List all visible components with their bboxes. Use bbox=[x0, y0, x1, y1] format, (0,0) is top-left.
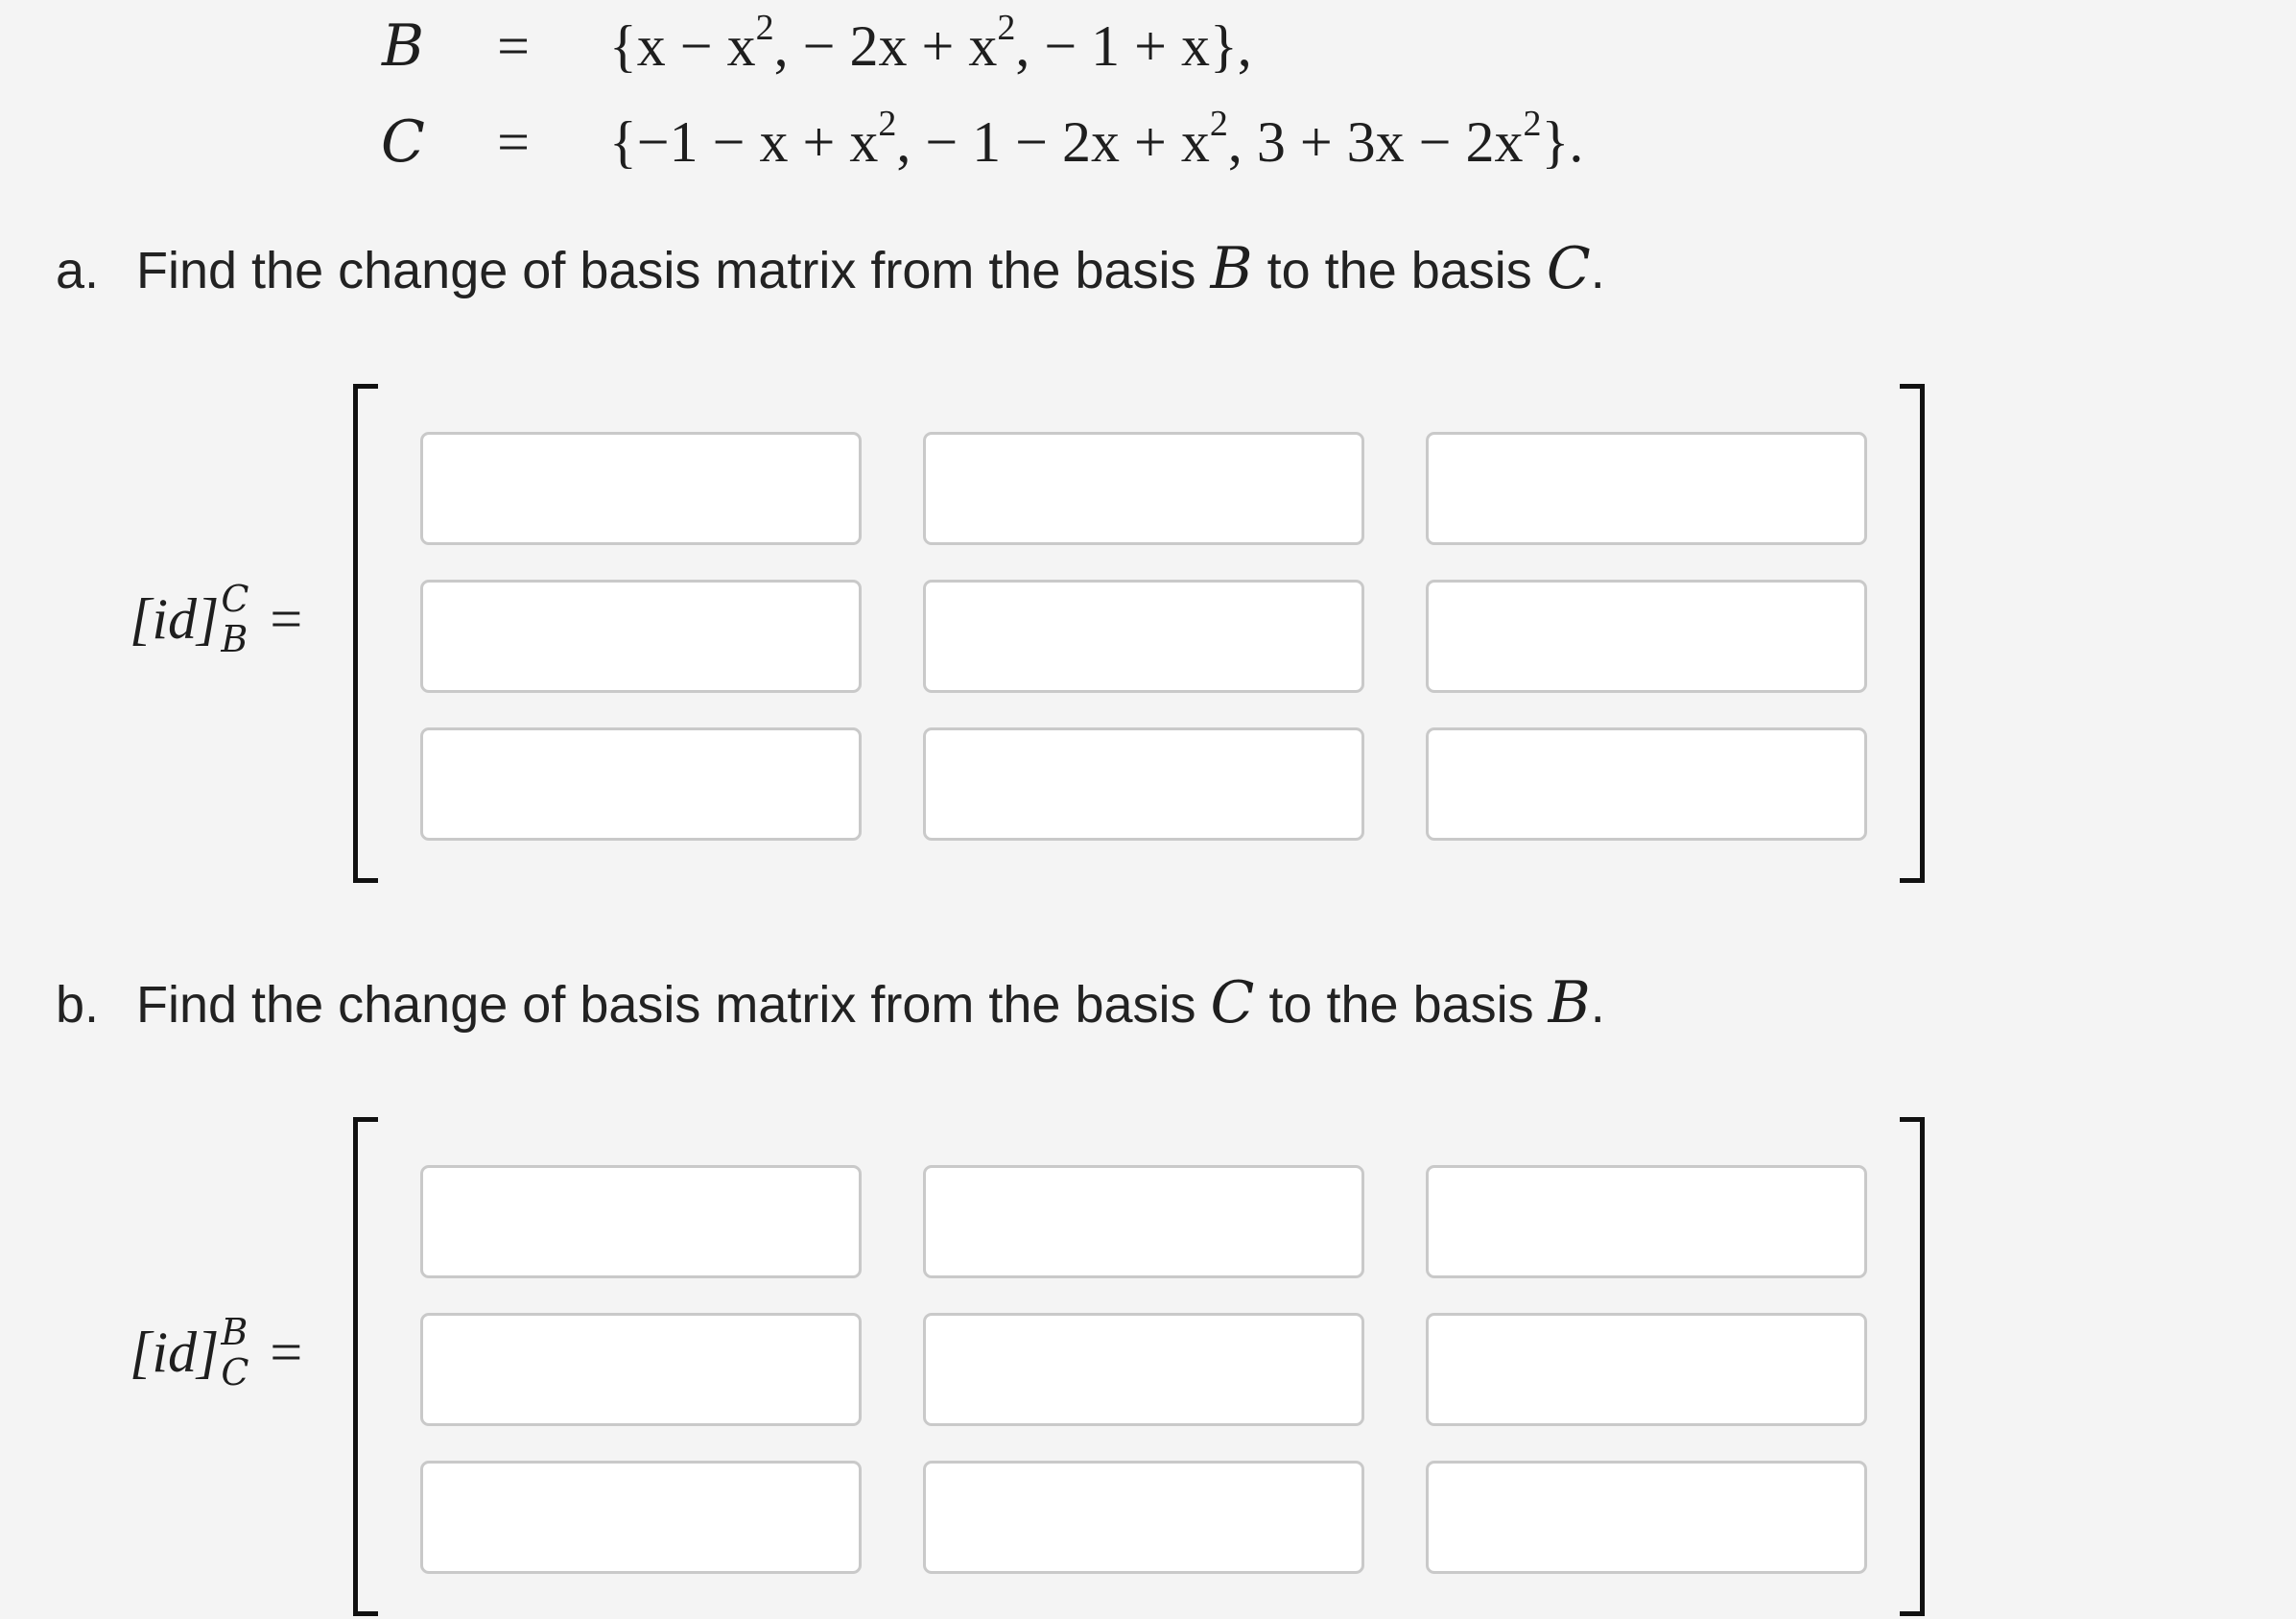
matrix-a-cell-r3-c1[interactable] bbox=[420, 727, 862, 841]
basis-b-equals: = bbox=[497, 14, 530, 78]
matrix-b-cell-r2-c2[interactable] bbox=[923, 1313, 1364, 1426]
question-b-label: b. bbox=[56, 976, 100, 1034]
basis-c-set bbox=[609, 104, 1583, 180]
basis-c-term: {−1 − x + x bbox=[609, 110, 879, 174]
question-a-label: a. bbox=[56, 242, 100, 299]
matrix-a-superscript: C bbox=[221, 578, 249, 620]
question-b-text-middle: to the basis bbox=[1254, 976, 1549, 1034]
basis-b-set bbox=[609, 8, 1252, 84]
basis-c-exponent: 2 bbox=[1523, 104, 1542, 144]
question-a-text-middle: to the basis bbox=[1252, 242, 1547, 299]
matrix-b-cell-r1-c3[interactable] bbox=[1426, 1165, 1867, 1278]
matrix-a-left-bracket bbox=[353, 384, 378, 883]
question-b-period: . bbox=[1590, 976, 1605, 1034]
matrix-b-superscript: B bbox=[221, 1311, 249, 1353]
matrix-a-cell-r3-c3[interactable] bbox=[1426, 727, 1867, 841]
question-a-text: Find the change of basis matrix from the basis bbox=[136, 242, 1211, 299]
basis-c-exponent: 2 bbox=[1209, 104, 1228, 144]
matrix-b-cell-r2-c1[interactable] bbox=[420, 1313, 862, 1426]
question-a-to-basis: C bbox=[1546, 235, 1591, 302]
basis-c-term: , − 1 − 2x + x bbox=[896, 110, 1210, 174]
basis-c-term: }. bbox=[1541, 110, 1584, 174]
basis-b-exponent: 2 bbox=[755, 8, 774, 48]
matrix-a-cell-r2-c3[interactable] bbox=[1426, 580, 1867, 693]
matrix-b-cell-r1-c1[interactable] bbox=[420, 1165, 862, 1278]
matrix-b-left-bracket bbox=[353, 1117, 378, 1616]
question-b-from-basis: C bbox=[1210, 969, 1255, 1036]
matrix-a-cell-r3-c2[interactable] bbox=[923, 727, 1364, 841]
matrix-b-cell-r3-c2[interactable] bbox=[923, 1461, 1364, 1574]
matrix-b-cell-r1-c2[interactable] bbox=[923, 1165, 1364, 1278]
matrix-b-subscript: C bbox=[221, 1351, 249, 1393]
matrix-b bbox=[0, 1117, 2296, 1616]
matrix-a-cell-r1-c1[interactable] bbox=[420, 432, 862, 545]
matrix-b-id: [id] bbox=[130, 1321, 220, 1384]
matrix-b-label bbox=[130, 1311, 303, 1393]
basis-b-term: , − 2x + x bbox=[773, 14, 998, 78]
question-b-text: Find the change of basis matrix from the basis bbox=[136, 976, 1211, 1034]
matrix-b-cell-r3-c3[interactable] bbox=[1426, 1461, 1867, 1574]
matrix-a-cell-r1-c3[interactable] bbox=[1426, 432, 1867, 545]
basis-b-term: {x − x bbox=[609, 14, 756, 78]
basis-c-exponent: 2 bbox=[878, 104, 897, 144]
matrix-a-equals: = bbox=[270, 587, 303, 651]
question-a bbox=[56, 235, 1605, 304]
question-a-period: . bbox=[1590, 242, 1605, 299]
basis-b-term: , − 1 + x}, bbox=[1015, 14, 1252, 78]
matrix-b-right-bracket bbox=[1900, 1117, 1925, 1616]
basis-c-equals: = bbox=[497, 110, 530, 174]
matrix-b-equals: = bbox=[270, 1321, 303, 1384]
question-b-to-basis: B bbox=[1548, 969, 1591, 1036]
matrix-a-subscript: B bbox=[221, 618, 249, 660]
matrix-b-cell-r3-c1[interactable] bbox=[420, 1461, 862, 1574]
matrix-a-id: [id] bbox=[130, 587, 220, 651]
basis-c-term: , 3 + 3x − 2x bbox=[1227, 110, 1524, 174]
basis-c-symbol: C bbox=[381, 108, 425, 176]
question-b bbox=[56, 969, 1605, 1038]
matrix-a-label bbox=[130, 578, 303, 660]
matrix-a bbox=[0, 384, 2296, 883]
basis-b-exponent: 2 bbox=[997, 8, 1016, 48]
matrix-a-cell-r2-c2[interactable] bbox=[923, 580, 1364, 693]
question-a-from-basis: B bbox=[1210, 235, 1253, 302]
matrix-a-right-bracket bbox=[1900, 384, 1925, 883]
basis-b-symbol: B bbox=[381, 12, 425, 80]
matrix-a-cell-r1-c2[interactable] bbox=[923, 432, 1364, 545]
matrix-a-cell-r2-c1[interactable] bbox=[420, 580, 862, 693]
matrix-b-cell-r2-c3[interactable] bbox=[1426, 1313, 1867, 1426]
